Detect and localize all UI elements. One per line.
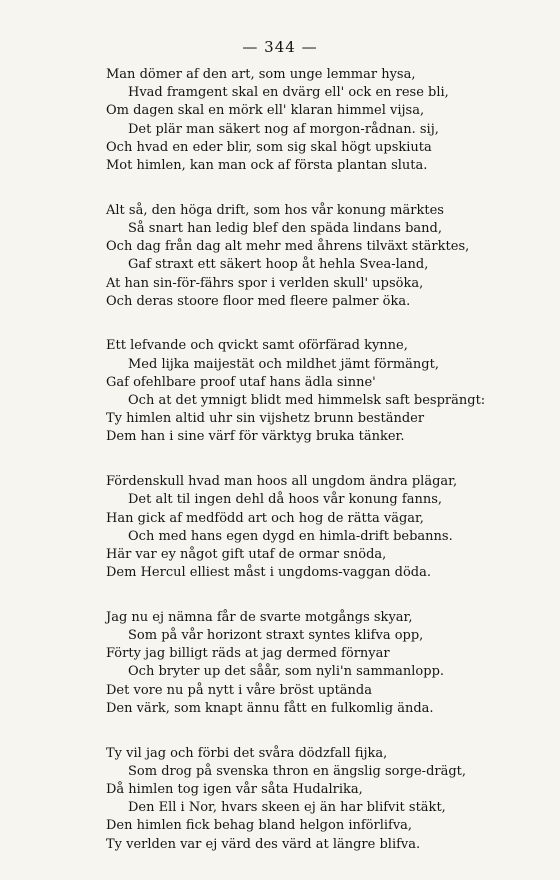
verse-line: Fördenskull hvad man hoos all ungdom ändra plägar,: [106, 474, 458, 490]
verse-line: Ty verlden var ej värd des värd at längre blifva.: [106, 836, 421, 852]
verse-line: Den värk, som knapt ännu fått en fulkomlig ända.: [106, 700, 434, 716]
verse-line: Som drog på svenska thron en ängslig sorge-drägt,: [128, 763, 467, 779]
verse-line: Det vore nu på nytt i våre bröst uptända: [106, 682, 372, 698]
verse-line: Som på vår horizont straxt syntes klifva opp,: [128, 628, 424, 644]
stanza: [106, 745, 536, 854]
verse-line: Ett lefvande och qvickt samt oförfärad kynne,: [106, 338, 408, 354]
poem-body: [106, 66, 536, 880]
verse-line: Dem Hercul elliest måst i ungdoms-vaggan döda.: [106, 565, 431, 581]
verse-line: Förty jag billigt räds at jag dermed förnyar: [106, 646, 390, 662]
stanza: [106, 66, 536, 175]
verse-line: Den himlen fick behag bland helgon införlifva,: [106, 818, 413, 834]
verse-line: Gaf straxt ett säkert hoop åt hehla Svea-land,: [128, 257, 429, 273]
stanza: [106, 473, 536, 582]
verse-line: Jag nu ej nämna får de svarte motgångs skyar,: [106, 609, 413, 625]
verse-line: Då himlen tog igen vår såta Hudalrika,: [106, 782, 363, 797]
verse-line: Man dömer af den art, som unge lemmar hysa,: [106, 67, 416, 82]
verse-line: Och at det ymnigt blidt med himmelsk saft besprängt:: [128, 393, 486, 409]
verse-line: Och dag från dag alt mehr med åhrens tilväxt stärktes,: [106, 239, 470, 255]
verse-line: Den Ell i Nor, hvars skeen ej än har blifvit stäkt,: [128, 800, 446, 816]
verse-line: Mot himlen, kan man ock af första plantan sluta.: [106, 158, 428, 174]
verse-line: Och deras stoore floor med fleere palmer öka.: [106, 293, 411, 309]
verse-line: Här var ey något gift utaf de ormar snöda,: [106, 546, 387, 562]
verse-line: Ty vil jag och förbi det svåra dödzfall fijka,: [106, 745, 388, 761]
verse-line: Gaf ofehlbare proof utaf hans ädla sinne': [106, 374, 376, 390]
verse-line: Om dagen skal en mörk ell' klaran himmel vijsa,: [106, 103, 425, 119]
verse-line: Och med hans egen dygd en himla-drift bebanns.: [128, 528, 453, 544]
verse-line: Och bryter up det såår, som nyli'n sammanlopp.: [128, 664, 445, 680]
verse-line: Och hvad en eder blir, som sig skal högt upskiuta: [106, 139, 432, 155]
page-number: — 344 —: [242, 38, 318, 56]
verse-line: Hvad framgent skal en dvärg ell' ock en rese bli,: [128, 85, 449, 101]
verse-line: Ty himlen altid uhr sin vijshetz brunn beständer: [106, 411, 425, 427]
stanza: [106, 609, 536, 718]
verse-line: Det plär man säkert nog af morgon-rådnan. sij,: [128, 121, 439, 137]
verse-line: Med lijka maijestät och mildhet jämt förmängt,: [128, 356, 439, 372]
verse-line: Dem han i sine värf för värktyg bruka tänker.: [106, 429, 405, 445]
verse-line: Det alt til ingen dehl då hoos vår konung fanns,: [128, 492, 442, 508]
stanza: [106, 337, 536, 446]
verse-line: Så snart han ledig blef den späda lindans band,: [128, 220, 442, 236]
stanza: [106, 202, 536, 311]
verse-line: At han sin-för-fährs spor i verlden skull' upsöka,: [106, 275, 424, 291]
verse-line: Han gick af medfödd art och hog de rätta vägar,: [106, 510, 424, 526]
verse-line: Alt så, den höga drift, som hos vår konung märktes: [106, 202, 444, 218]
